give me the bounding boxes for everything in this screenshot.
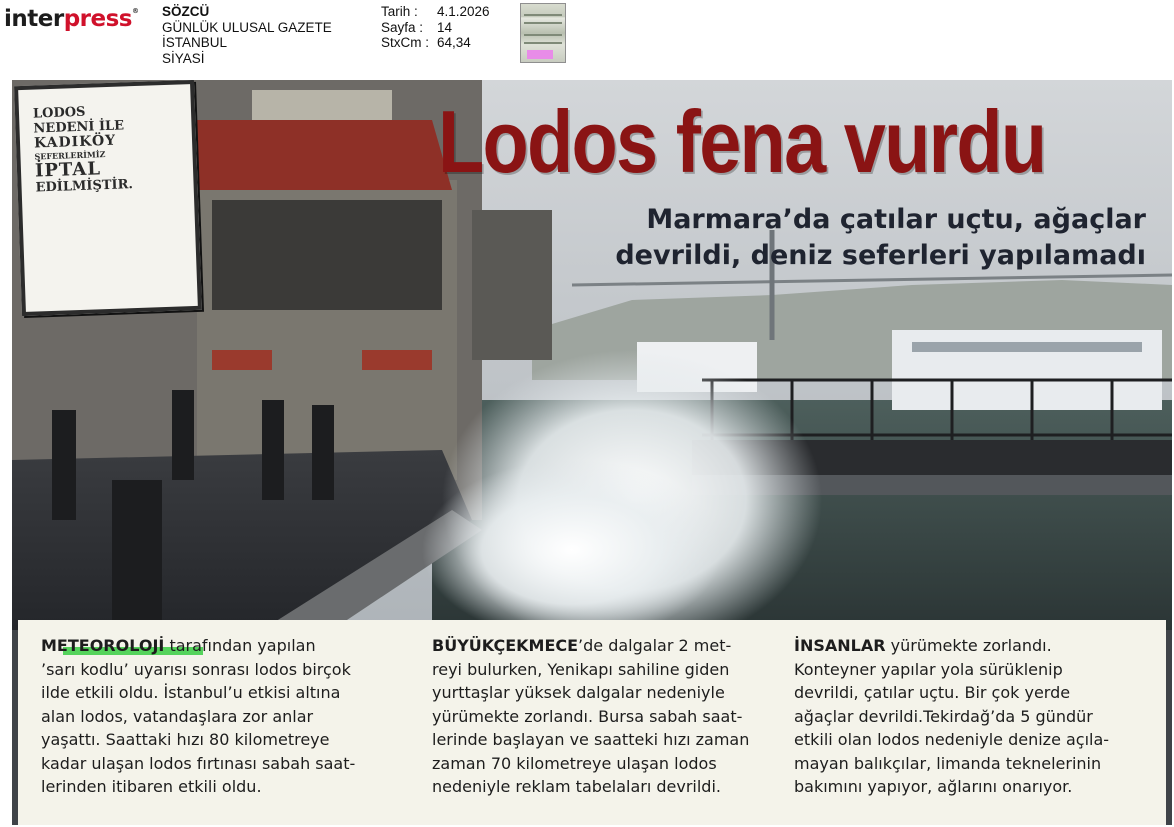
text-line: yürümekte zorlandı. (885, 636, 1052, 655)
sign-line: KADIKÖY (33, 132, 117, 152)
page-thumbnail[interactable] (520, 3, 566, 63)
text-line: bakımını yapıyor, ağlarını onarıyor. (794, 777, 1073, 796)
article-body (18, 620, 1166, 825)
logo-registered-mark: ® (132, 7, 139, 15)
sign-line: NEDENİ İLE (33, 117, 125, 137)
publication-city: İSTANBUL (162, 35, 228, 50)
text-line: devrildi, çatılar uçtu. Bir çok yerde (794, 683, 1071, 702)
interpress-logo (4, 8, 139, 31)
text-line: yaşattı. Saattaki hızı 80 kilometreye (41, 730, 330, 749)
page-label: Sayfa : (381, 19, 424, 35)
sign-line: SEFERLERİMİZ (34, 148, 106, 162)
publication-section: SİYASİ (162, 50, 205, 66)
sign-line: İPTAL (34, 157, 102, 182)
clipping-meta (381, 4, 490, 51)
column-lead: METEOROLOJİ (41, 636, 165, 655)
column-lead: İNSANLAR (794, 636, 886, 655)
subhead-line: Marmara’da çatılar uçtu, ağaçlar (646, 204, 1146, 235)
text-line: ilde etkili oldu. İstanbul’u etkisi altına (41, 683, 341, 702)
text-line: mayan balıkçılar, limanda teknelerinin (794, 753, 1102, 773)
text-line: etkili olan lodos nedeniyle denize açıla- (794, 730, 1110, 749)
size-row (381, 35, 490, 51)
text-line: lerinde başlayan ve saatteki hızı zaman (432, 730, 750, 749)
page-row (381, 20, 490, 36)
article-column-2 (432, 634, 777, 799)
page-value: 14 (437, 19, 453, 35)
article-column-3 (794, 634, 1129, 799)
date-value: 4.1.2026 (437, 4, 490, 19)
publication-info (162, 4, 332, 66)
logo-text-press: press (63, 6, 132, 32)
logo-text-inter: inter (4, 6, 64, 32)
text-line: ’de dalgalar 2 met- (578, 636, 732, 655)
article-column-1 (41, 634, 396, 799)
cancellation-sign (14, 80, 202, 316)
subhead-line: devrildi, deniz seferleri yapılamadı (615, 240, 1146, 271)
text-line: ağaçlar devrildi.Tekirdağ’da 5 gündür (794, 706, 1093, 726)
publication-type: GÜNLÜK ULUSAL GAZETE (162, 19, 332, 35)
article-headline: Lodos fena vurdu (438, 92, 1046, 191)
sign-text (33, 103, 176, 196)
thumbnail-highlight (527, 50, 553, 59)
publication-name: SÖZCÜ (162, 4, 210, 19)
text-line: yurttaşlar yüksek dalgalar nedeniyle (432, 683, 725, 702)
article-subheadline (615, 202, 1146, 274)
date-row (381, 4, 490, 20)
text-line: reyi bulurken, Yenikapı sahiline giden (432, 659, 730, 679)
text-line: zaman 70 kilometreye ulaşan lodos (432, 753, 717, 773)
text-line: ’sarı kodlu’ uyarısı sonrası lodos birçok (41, 659, 351, 679)
text-line: nedeniyle reklam tabelaları devrildi. (432, 777, 721, 796)
date-label: Tarih : (381, 4, 418, 19)
text-line: Konteyner yapılar yola sürüklenip (794, 659, 1063, 679)
text-line: lerinden itibaren etkili oldu. (41, 777, 262, 796)
text-line: yürümekte zorlandı. Bursa sabah saat- (432, 706, 743, 726)
text-line: kadar ulaşan lodos fırtınası sabah saat- (41, 753, 356, 773)
column-lead: BÜYÜKÇEKMECE (432, 636, 579, 655)
sign-line: EDİLMİŞTİR. (35, 177, 134, 196)
sign-line: LODOS (32, 104, 86, 122)
size-value: 64,34 (437, 35, 471, 50)
size-label: StxCm : (381, 35, 430, 50)
text-line: tarafından yapılan (164, 636, 316, 655)
text-line: alan lodos, vatandaşlara zor anlar (41, 706, 314, 726)
newspaper-clipping (12, 80, 1172, 825)
